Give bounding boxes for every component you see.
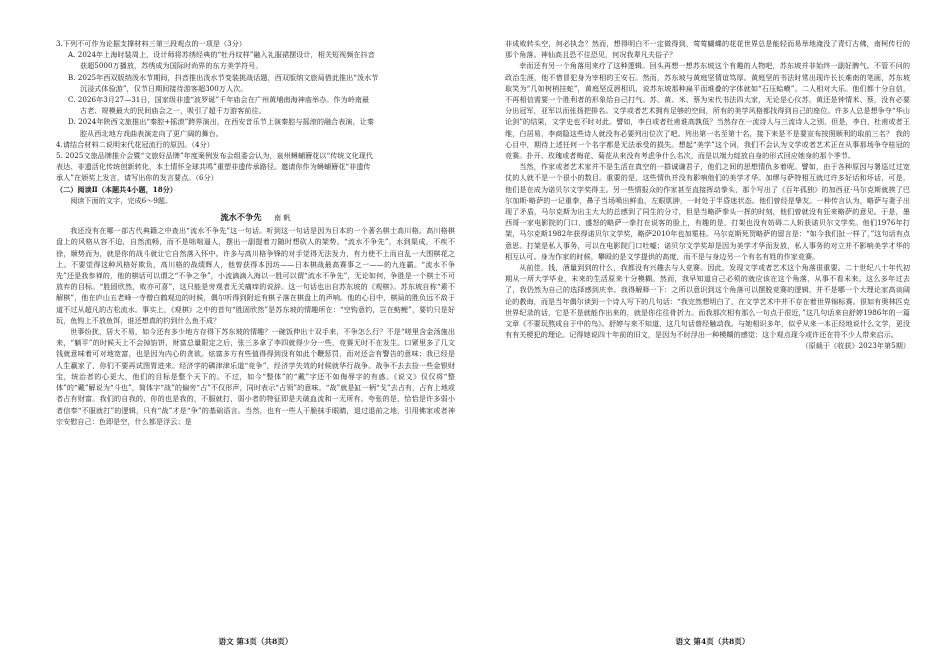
article-paragraph: 当然，作家或者艺术家并不是生活在真空的一群诚谦君子，他们之间的思想情仇多着呢。譬如，由于各种原因与署巡过过宽仗的人就不是一个很小的数目。重要的是，这些情仇并没有影响他们的美学才华。加缪与萨特相互就过许多好话和坏话，可是，他们是在成为诺贝尔文学奖得主。另一些情报众的作家甚至直接挥动拳头，那个写出了《百年孤独》的加西亚·马尔克斯就挨了巴尔加斯·略萨的一记重拳，鼻子当场喷出鲜血，左眼肌肿，一时处于半昏迷状态。他们曾经是挚友。一种传言认为，略萨与妻子出现了矛盾，马尔克斯为出主大大的总感到了同生的分寸，但是当略萨拳头一挥的时刻，他们曾就没有狂来略萨的意见。于是，墨西哥一家电影院的门口，盛怒的略萨一拳打在说客的脸上，有趣的是，打架也没有妨碍二人斩获诺贝尔文学奖。他们1976年打架，马尔克斯1982年获得诺贝尔文学奖，略萨2010年也加冕桂。马尔克斯死贺略萨的留言是：“如今我们扯一样了，”这句话有点意思。打架是私人事务，可以在电影院门口吐嘘；诺贝尔文学奖却是因为美学才华而发放，私人事务的对立并不影响美学才华的相互认可。身为作家的时候，攀殴的是文学提供的高度，而不是与身边另一个有名有姓的作家竞赛。 bbox=[505, 162, 910, 261]
page-footer: 语文 第4页（共8页） bbox=[675, 637, 750, 646]
question-3-option-b: B. 2025年西双版纳泼水节期间，抖音推出泼水节变装挑战话题，西双版纳文旅局借此推出“泼水节 bbox=[68, 72, 379, 82]
article-paragraph: 幸而还有另一个角落用来疗了这种逻辑。回头再想一想苏东坡这个有趣的人物吧，苏东坡并非始终一副好脾气。不管不问的政治生涯，他不惜冒犯身为宰相的王安石。然而，苏东坡与黄庭坚情谊笃厚。黄庭坚的书法时常出现许长长难南的笔画，苏东坡取笑为“几如树梢挂蛇”，黄庭坚反唇相讥，说苏东坡那种扁平而堆叠的字体就如“石压蛤蟆”。二人相对大乐。他们都十分自信，不再相信需要一个胜利者的形象给自己打气。苏、黄、米、蔡为宋代书法四大家，无论是心仪苏，黄还是钟情米、蔡，没有必要分出冠军，亚军以而张扬把排名。文学或者艺术拥有足够的空间，所有的美学风格都找得到自己的座位。许多人总是想争夺“华山论剑”的结果，文学史也不时对此。譬如，李白或者杜甫谁高孰低？当然存在一流诗人与三流诗人之别，但是，李白，杜甫或者王维，白居易，李商隐这些诗人就没有必要列出位次了吧。列出第一名至第十名，接下来是不是要宣布按照顺利的取前三名？ 我的心目中，期待上述任何一个名字都是无法承受的损失。想起“美学”这个词，我们不会认为文学或者艺术正在从事那场争夺桂冠的竞赛。扑开、玫瑰或者梅花、菊花从来没有考虑争什么名次，而是以端力绽放自身的形式回应她身的那个季节。 bbox=[505, 61, 910, 161]
question-3-option-a: A. 2024年上海时装周上，设计师将苏绣经典的“牡丹纹样”融入礼服裙摆设计，相关短视频在抖音 bbox=[68, 50, 375, 60]
article-paragraph: 非成败转头空，何必执念？然而，想得明白不一定做得到，莺莺蝴蝶的花花世界总是能轻而易举地淹没了青灯古佛，南柯传行的那个角落。神仙高且恐不住恐见，何况我辈凡夫俗子？ bbox=[505, 39, 910, 60]
page-footer: 语文 第3页（共8页） bbox=[218, 637, 293, 646]
article-paragraph: 从前佳，钱，酒量到到的什么，我都没有兴趣去与人竞赛。因此，发现文学或者艺术这个角落很重要。二十世纪八十年代初期从一所大学毕业，未来的生活原来十分模糊。然而，我早知道自己必须的就应该在这个角落，从事不看未来。这么多年过去了，我仍然为自己的选择感到庆幸。我得解释一下：之所以意识到这个角落可以摆脱竞赛的逻辑，并不是哪一个大理论家高谈阔论的教诲，而是当年偶尔读到一个诗人写下的几句话：“我完然想明白了，在文学艺术中并不存在着世界锦标赛。很如有奥林匹克世界纪录的话，它是不是就能作出来的，就是你往往骨折力。而我那次相有那么一句点于很近，”这几句话来自舒婷1986年的一篇文章《不要玩熬成自于中的鸟》。舒婷与来不知道，这几句话曾经触动我。与她相识多年，似乎从来一本正经地说什么文学，更没有有关梗犯的理论。记得她说四十年前的旧文，是因为不时浮出一种模糊的感觉：这个观点现今或许还在符不少人带来启示。 bbox=[505, 263, 910, 340]
section-heading: （二）阅读Ⅱ（本题共4小题，18分） bbox=[56, 184, 177, 194]
article-paragraph: 世事纷扰，居大不易，如今还有多少地方存得下苏东坡的情趣？一碗饭伸出十双手来，不争怎么行？不是“嗟里含金汤施出来，“躺平”的时候天上不会掉馅饼，财富总量限定之后，张三多拿了李四就得少分一些，竞赛无时不在发生。口紧里多了几文钱就意味着可对地宽富，也是因为内心的贪欲。炫富多方有些值得得到没有如此个鞭惩罚，而对还会有警告的意味；我已经是人生赢家了，你们不要再试图胃进来。经济学的磷津津乐道“竞争”，经济学失效的时候就华行战争。战争不去去捡一些金银财宝，统治者的心更大，他们的目标是整个天下的。不过，如今“整体”的“戴”字还不如侮辱字的有惑。《说文》仅仅将“整体”的“戴”解说为“斗也”，简体字“战”的偏旁“占”不仅形声，同时表示“占领”的意味。“战”就是缸一柄“戈”去占有，占有上地或者占有财富。我们的自我的，你的也是我的，不服就打，弱小者的特征即是夫破血流和一无所有。夸张的是，恰恰是许多弱小者信奉“不服就打”的逻辑，只有“战”才是“争”的基础语言。当然，也有一些人干脆抹手眼睛，退过退前之地，引用佛家或者神宗安慰自己：色即是空，什么都是浮云；是 bbox=[56, 327, 455, 426]
article-heading bbox=[56, 212, 455, 223]
question-5-cont2: 承人”在颁奖上发言，请写出你的发言要点。（6分） bbox=[56, 173, 218, 183]
left-column bbox=[56, 38, 455, 427]
question-3-option-c-cont: 古老、规模最大的民间庙会之一，吸引了超千万游客前往。 bbox=[80, 106, 266, 116]
question-3-stem: 3.下列不可作为论据支撑材料三第三段观点的一项是（3分） bbox=[56, 39, 247, 48]
article-author: 南 帆 bbox=[273, 213, 291, 223]
question-5: 5. 2025文旅品牌推介会暨“文旅好品牌”年度案例发布会组委会认为，泉州蟳蜅簪花以“传统文化现代 bbox=[56, 151, 374, 161]
article-source: （原载于《收获》2023年第5期） bbox=[801, 341, 910, 351]
article-paragraph: 我还没有在哪一部古代典籍之中查出“流水不争先”这一句话。听到这一句话是因为日本的一个著名棋士高川格。高川格棋盘上的风格从容不迫，自然流畅，而不是咄咄逼人，摆出一副提着刀随时想砍人的架势。“流水不争先”，水到渠成，不疾不徐，顺势而为，就是你的战斗就让它自然落入怀中。许多与高川格争锋的对手觉得无法发力，有力使不上而自乱一大围棋花之上。不要觉得这种风格好欺负，高川格的战绩辉人，他曾获得本因坊——日本棋战最高赛事之一——的九连霸。“流水不争先”还是我参禅的，他的棋话可以谓之“不争之争”，小流滴滴入海以一胜可以谓“流水不争先”，无论如何，争胜是一个棋士不可放弃的目标。“胜固欣然，败亦可喜”，这只能是旁观者无关痛痒的说辞。这一句话也出自苏东坡的《观棋》。苏东坡自称“素不解棋”，他在庐山五老峰一寺僧白鹤观边的时候，偶尔听得到附近有棋子落在棋盘上的声响。他的心目中，棋局的胜负远不敌于道不过从超凡的古松流水。事实上，《观棋》之中的首句“胜固欣然”是苏东坡的情趣所在：“空钩意钓，岂在鲂鲤”，要钓只是好玩，鱼钩上不放鱼饵，谁还想真的钓到什么鱼不成？ bbox=[56, 226, 455, 325]
question-3-option-a-cont: 获超5000万播放，苏绣成为国际时尚界的东方美学符号。 bbox=[80, 61, 263, 71]
question-3-option-d: D. 2024年陕西文旅推出“秦腔+摇滚”跨界演出，在西安音乐节上演秦腔与摇滚的融合表演，让秦 bbox=[68, 117, 375, 127]
question-3-option-d-cont: 腔从西北地方戏曲表演走向了更广阔的舞台。 bbox=[80, 128, 223, 138]
reading-instruction: 阅读下面的文字，完成6～9题。 bbox=[70, 195, 173, 205]
question-4: 4.请结合材料二说明宋代花冠流行的原因。（4分） bbox=[56, 139, 214, 149]
right-column bbox=[505, 38, 910, 352]
question-3-option-b-cont: 沉浸式体验游”，仅节日期间接待游客超300万人次。 bbox=[80, 83, 248, 93]
question-3-option-c: C. 2026年3月27—31日，国家级非遗“波罗诞”千年庙会在广州黄埔南海神庙举办。作为岭南最 bbox=[68, 95, 370, 105]
article-title: 流水不争先 bbox=[220, 212, 262, 223]
question-5-cont: 表达、非遗活化传统创新转化，本土情怀全球共鸣”重塑非遗传承路径。邀请你作为蟳蜅簪花“非遗传 bbox=[56, 162, 371, 172]
right-page bbox=[475, 0, 950, 655]
